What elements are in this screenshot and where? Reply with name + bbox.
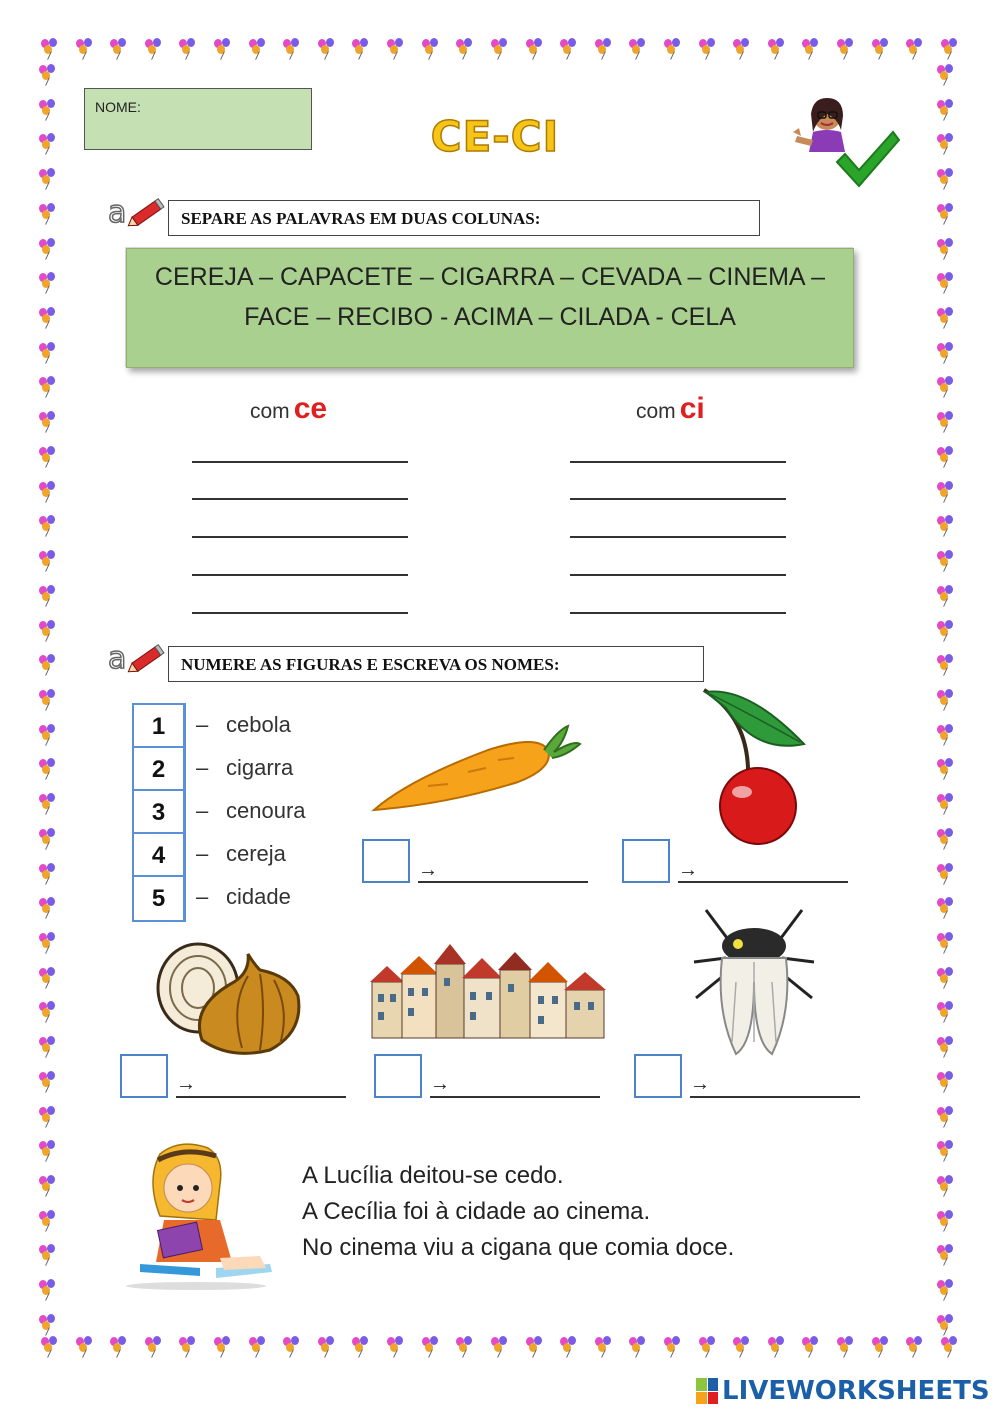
number-box-cicada[interactable] [634,1054,682,1098]
balloon-icon [40,38,60,60]
cherry-picture [690,678,810,846]
balloon-icon [871,38,891,60]
balloon-icon [936,64,956,86]
list-word: cenoura [226,798,306,823]
balloon-icon [936,515,956,537]
balloon-icon [38,515,58,537]
ci-answer-line-3[interactable] [570,536,786,538]
name-line-cicada[interactable] [690,1096,860,1098]
reading-girl-picture [120,1140,290,1290]
balloon-border-bottom [40,1336,960,1360]
list-word: cereja [226,841,286,866]
balloon-icon [109,1336,129,1358]
balloon-icon [248,1336,268,1358]
balloon-icon [421,38,441,60]
balloon-icon [38,1279,58,1301]
column-ci-label [636,392,705,426]
balloon-icon [490,38,510,60]
ce-answer-line-4[interactable] [192,574,408,576]
balloon-icon [490,1336,510,1358]
balloon-icon [936,99,956,121]
list-item [196,841,286,867]
balloon-icon [936,272,956,294]
number-box-city[interactable] [374,1054,422,1098]
balloon-icon [663,1336,683,1358]
list-word: cidade [226,884,291,909]
balloon-icon [698,38,718,60]
liveworksheets-brand[interactable] [696,1374,990,1408]
balloon-icon [936,932,956,954]
city-picture [366,936,610,1044]
balloon-icon [38,1140,58,1162]
pencil-icon [108,194,166,228]
name-line-city[interactable] [430,1096,600,1098]
balloon-border-left [38,64,62,1336]
balloon-icon [936,1001,956,1023]
number-box-cherry[interactable] [622,839,670,883]
balloon-icon [75,1336,95,1358]
ci-answer-line-4[interactable] [570,574,786,576]
balloon-icon [767,1336,787,1358]
balloon-icon [178,1336,198,1358]
balloon-icon [936,1175,956,1197]
balloon-icon [351,38,371,60]
balloon-icon [836,1336,856,1358]
balloon-icon [282,1336,302,1358]
balloon-icon [936,1106,956,1128]
balloon-icon [905,1336,925,1358]
list-dash: – [196,798,209,823]
balloon-border-right [936,64,960,1336]
balloon-icon [936,620,956,642]
story-line-2: A Cecília foi à cidade ao cinema. [302,1198,651,1225]
balloon-icon [38,585,58,607]
story-text [302,1158,734,1266]
balloon-icon [38,828,58,850]
balloon-icon [836,38,856,60]
word-bank-line-1: CEREJA – CAPACETE – CIGARRA – CEVADA – CINEMA – [154,263,826,291]
number-box-carrot[interactable] [362,839,410,883]
balloon-icon [732,38,752,60]
balloon-icon [663,38,683,60]
ce-answer-line-1[interactable] [192,461,408,463]
balloon-icon [936,828,956,850]
balloon-icon [38,376,58,398]
story-line-1: A Lucília deitou-se cedo. [302,1162,564,1189]
onion-picture [150,936,310,1060]
balloon-icon [940,38,960,60]
ci-answer-line-5[interactable] [570,612,786,614]
balloon-icon [801,1336,821,1358]
balloon-icon [38,238,58,260]
balloon-icon [936,1140,956,1162]
balloon-icon [594,38,614,60]
balloon-icon [936,411,956,433]
balloon-icon [936,550,956,572]
balloon-icon [525,38,545,60]
number-box-onion[interactable] [120,1054,168,1098]
balloon-icon [525,1336,545,1358]
column-ce-label [250,392,327,426]
word-bank-line-2: FACE – RECIBO - ACIMA – CILADA - CELA [244,303,736,331]
balloon-icon [38,897,58,919]
balloon-icon [38,654,58,676]
balloon-icon [936,1036,956,1058]
list-dash: – [196,841,209,866]
ce-answer-line-3[interactable] [192,536,408,538]
number-cell-3: 3 [134,791,183,834]
ci-answer-line-2[interactable] [570,498,786,500]
balloon-icon [936,1210,956,1232]
balloon-icon [317,1336,337,1358]
balloon-icon [213,38,233,60]
balloon-icon [38,1071,58,1093]
balloon-icon [455,38,475,60]
balloon-icon [38,1036,58,1058]
balloon-icon [178,38,198,60]
name-line-carrot[interactable] [418,881,588,883]
balloon-icon [38,1001,58,1023]
balloon-icon [936,863,956,885]
svg-text:a: a [108,641,127,674]
number-list [132,703,186,922]
number-cell-5: 5 [151,885,166,912]
balloon-icon [38,724,58,746]
balloon-icon [38,793,58,815]
number-cell-4: 4 [134,834,183,877]
list-item [196,755,293,781]
balloon-icon [767,38,787,60]
ce-answer-line-5[interactable] [192,612,408,614]
balloon-icon [38,99,58,121]
list-dash: – [196,755,209,780]
balloon-icon [559,38,579,60]
balloon-icon [628,1336,648,1358]
svg-text:a: a [108,195,127,228]
balloon-icon [38,203,58,225]
name-label: NOME: [95,99,141,115]
balloon-icon [936,1314,956,1336]
word-bank [126,248,854,368]
balloon-icon [351,1336,371,1358]
balloon-icon [38,1106,58,1128]
balloon-icon [801,38,821,60]
balloon-icon [936,1244,956,1266]
balloon-icon [936,758,956,780]
balloon-icon [594,1336,614,1358]
balloon-icon [936,342,956,364]
list-item [196,712,291,738]
balloon-icon [38,272,58,294]
brand-text: LIVEWORKSHEETS [722,1376,990,1406]
balloon-icon [905,38,925,60]
balloon-icon [38,863,58,885]
balloon-icon [936,133,956,155]
instruction-separate-words: SEPARE AS PALAVRAS EM DUAS COLUNAS: [168,200,760,236]
list-item [196,798,306,824]
balloon-icon [38,64,58,86]
balloon-icon [144,38,164,60]
balloon-icon [698,1336,718,1358]
balloon-icon [936,307,956,329]
balloon-icon [38,168,58,190]
balloon-icon [732,1336,752,1358]
balloon-icon [940,1336,960,1358]
ci-answer-line-1[interactable] [570,461,786,463]
brand-logo-icon [696,1378,718,1404]
cicada-picture [686,902,822,1062]
balloon-icon [38,481,58,503]
balloon-icon [936,168,956,190]
column-ci-syllable: ci [679,392,705,425]
balloon-icon [38,1175,58,1197]
arrow-icon: → [418,859,438,881]
balloon-icon [38,967,58,989]
balloon-icon [38,932,58,954]
balloon-icon [38,620,58,642]
balloon-icon [38,758,58,780]
balloon-icon [75,38,95,60]
balloon-icon [936,203,956,225]
balloon-icon [282,38,302,60]
balloon-icon [936,481,956,503]
arrow-icon: → [176,1073,196,1095]
balloon-icon [559,1336,579,1358]
balloon-icon [40,1336,60,1358]
balloon-icon [936,1071,956,1093]
balloon-icon [213,1336,233,1358]
balloon-icon [144,1336,164,1358]
story-line-3: No cinema viu a cigana que comia doce. [302,1234,735,1261]
balloon-icon [38,1314,58,1336]
balloon-icon [936,654,956,676]
balloon-icon [38,1244,58,1266]
balloon-icon [38,446,58,468]
balloon-icon [936,376,956,398]
balloon-icon [936,585,956,607]
arrow-icon: → [678,859,698,881]
carrot-picture [368,720,584,820]
balloon-icon [386,1336,406,1358]
balloon-icon [936,446,956,468]
arrow-icon: → [690,1073,710,1095]
balloon-icon [936,724,956,746]
arrow-icon: → [430,1073,450,1095]
balloon-icon [38,307,58,329]
balloon-icon [936,897,956,919]
balloon-icon [248,38,268,60]
pencil-icon [108,640,166,674]
balloon-border-top [40,38,960,62]
name-field[interactable] [84,88,312,150]
balloon-icon [386,38,406,60]
balloon-icon [38,342,58,364]
list-dash: – [196,884,209,909]
list-word: cigarra [226,755,294,780]
balloon-icon [38,550,58,572]
page-title: CE-CI [430,112,560,161]
balloon-icon [38,1210,58,1232]
column-ce-syllable: ce [293,392,328,425]
name-line-onion[interactable] [176,1096,346,1098]
balloon-icon [38,133,58,155]
instruction-number-figures: NUMERE AS FIGURAS E ESCREVA OS NOMES: [168,646,704,682]
list-dash: – [196,712,209,737]
balloon-icon [871,1336,891,1358]
balloon-icon [936,689,956,711]
list-item [196,884,291,910]
name-line-cherry[interactable] [678,881,848,883]
balloon-icon [38,689,58,711]
balloon-icon [38,411,58,433]
balloon-icon [628,38,648,60]
teacher-checkmark-icon [785,92,900,192]
balloon-icon [109,38,129,60]
balloon-icon [936,1279,956,1301]
number-cell-2: 2 [134,748,183,791]
balloon-icon [936,967,956,989]
balloon-icon [317,38,337,60]
balloon-icon [936,238,956,260]
balloon-icon [455,1336,475,1358]
number-cell-1: 1 [134,705,183,748]
balloon-icon [936,793,956,815]
column-ci-prefix: com [636,400,676,423]
ce-answer-line-2[interactable] [192,498,408,500]
balloon-icon [421,1336,441,1358]
list-word: cebola [226,712,291,737]
column-ce-prefix: com [250,400,290,423]
